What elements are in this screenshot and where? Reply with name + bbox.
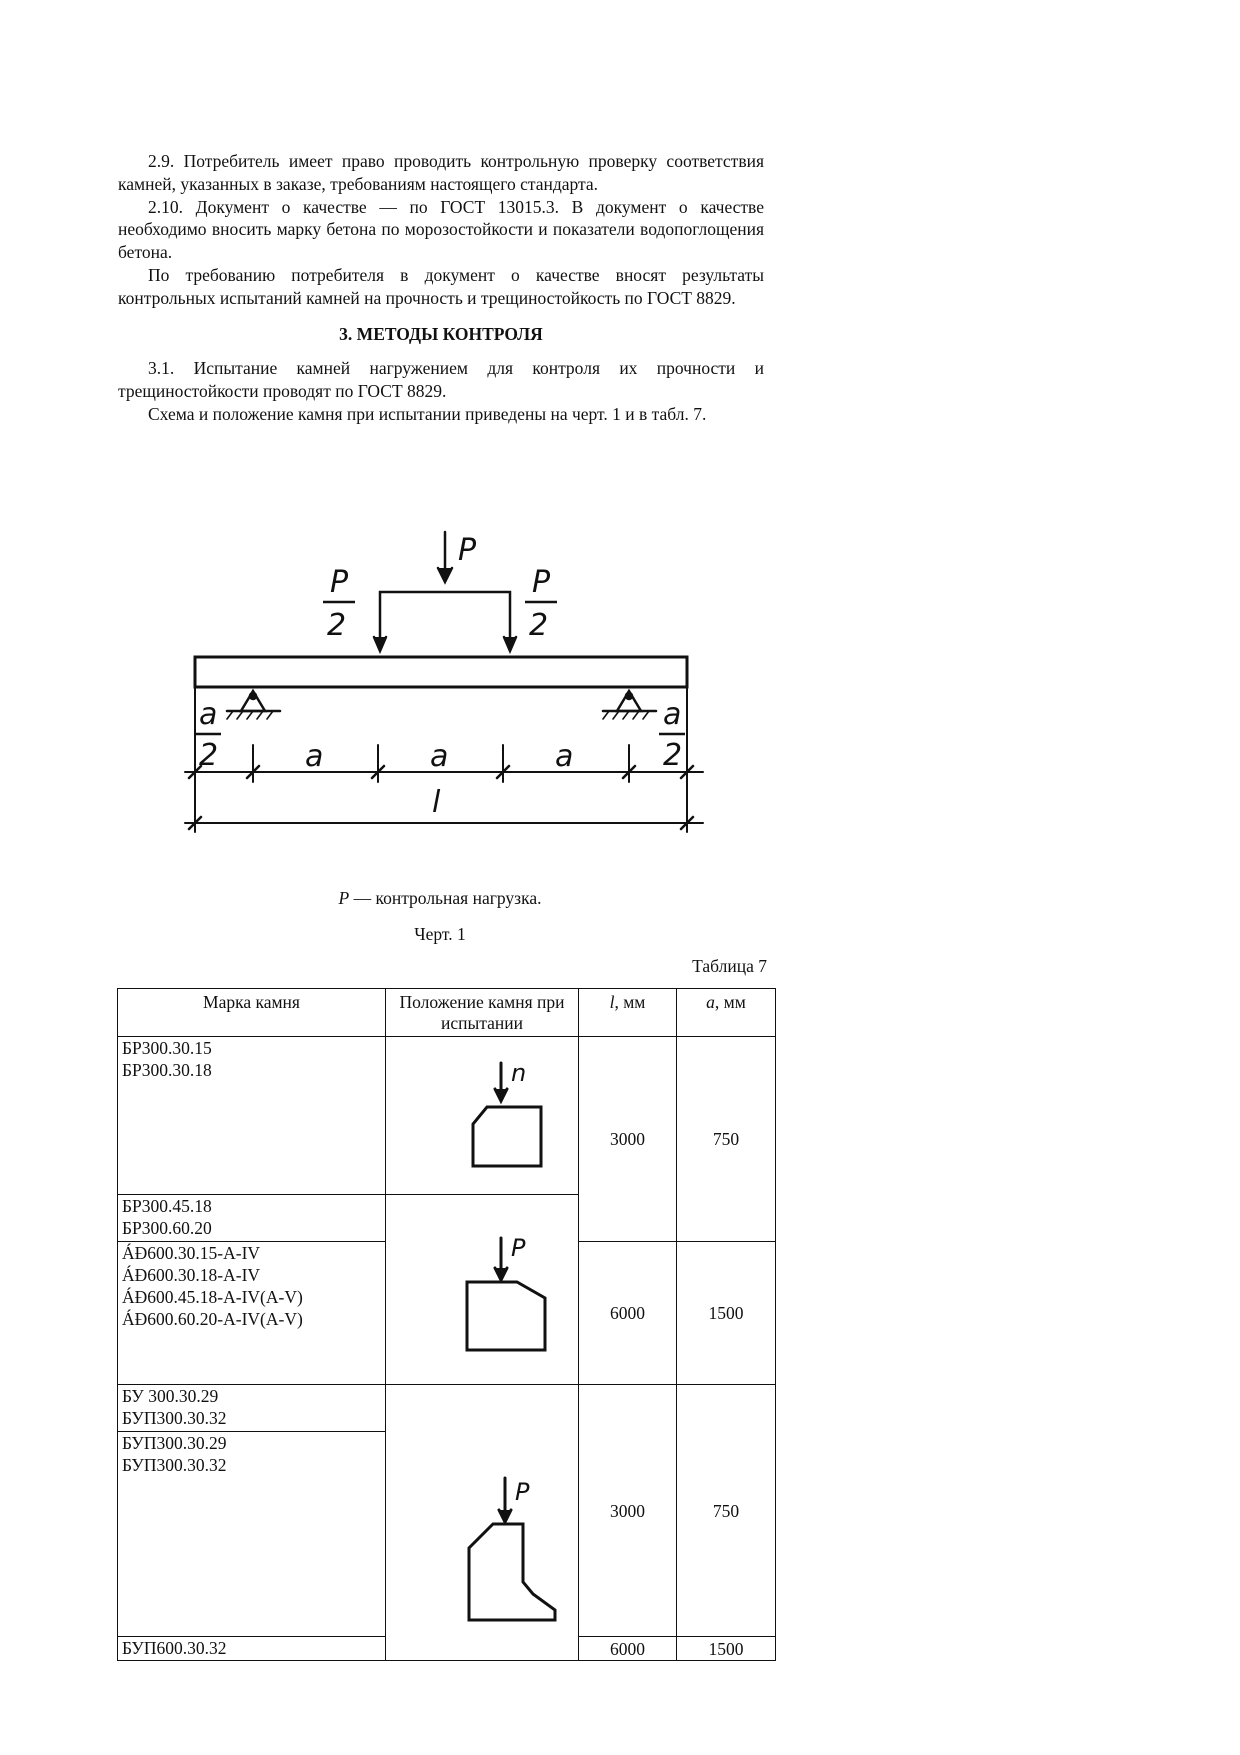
table-title: Таблица 7	[692, 956, 767, 976]
grade-cell: БУ 300.30.29 БУП300.30.32	[118, 1385, 386, 1432]
half-span-left-den: 2	[199, 738, 219, 773]
table-row	[118, 1037, 776, 1195]
span-part-label: a	[305, 739, 324, 774]
grade-cell: ÁĐ600.30.15-A-IV ÁĐ600.30.18-A-IV ÁĐ600.45.18-A-IV(A-V) ÁĐ600.60.20-A-IV(A-V)	[118, 1242, 386, 1385]
header-grade: Марка камня	[118, 989, 386, 1037]
load-label: P	[515, 1477, 530, 1506]
a-cell: 750	[677, 1037, 776, 1242]
grade-cell: БУП300.30.29 БУП300.30.32	[118, 1432, 386, 1637]
span-part-label: a	[555, 739, 574, 774]
half-load-right-num: P	[532, 565, 551, 600]
stone-section-shape	[407, 1041, 557, 1191]
load-label: n	[511, 1058, 527, 1087]
figure-title: Черт. 1	[414, 924, 466, 944]
figure-caption	[0, 888, 880, 909]
half-load-right-den: 2	[529, 608, 549, 643]
load-label: P	[458, 533, 477, 568]
length-label: l	[432, 785, 441, 820]
table-row	[118, 1385, 776, 1432]
load-label: P	[511, 1233, 526, 1262]
half-span-right-num: a	[663, 697, 682, 732]
l-cell: 6000	[579, 1242, 677, 1385]
l-cell: 3000	[579, 1037, 677, 1242]
a-cell: 1500	[677, 1242, 776, 1385]
grade-cell: БР300.45.18 БР300.60.20	[118, 1195, 386, 1242]
half-load-left-num: P	[330, 565, 349, 600]
half-span-right-den: 2	[663, 738, 683, 773]
paragraph: 2.9. Потребитель имеет право проводить контрольную проверку соответствия камней, указанных в заказе, требованиям настоящего стандарта.	[118, 151, 764, 194]
span-part-label: a	[430, 739, 449, 774]
header-a: a, мм	[677, 989, 776, 1037]
l-cell: 6000	[579, 1637, 677, 1661]
body-text	[118, 150, 764, 426]
paragraph: Схема и положение камня при испытании приведены на черт. 1 и в табл. 7.	[148, 403, 707, 424]
stone-section-shape	[407, 1408, 557, 1638]
test-scheme-table	[117, 988, 776, 1661]
table-header-row	[118, 989, 776, 1037]
caption-text: — контрольная нагрузка.	[349, 888, 542, 908]
header-position: Положение камня при испытании	[386, 989, 579, 1037]
paragraph: 3.1. Испытание камней нагружением для контроля их прочности и трещиностойкости проводят по ГОСТ 8829.	[118, 358, 764, 402]
grade-cell: БР300.30.15 БР300.30.18	[118, 1037, 386, 1195]
position-cell	[386, 1195, 579, 1385]
beam	[195, 657, 687, 687]
position-cell	[386, 1037, 579, 1195]
stone-section-shape	[407, 1210, 557, 1370]
right-support	[603, 691, 656, 719]
l-cell: 3000	[579, 1385, 677, 1637]
grade-cell: БУП600.30.32	[118, 1637, 386, 1661]
section-title: 3. МЕТОДЫ КОНТРОЛЯ	[339, 323, 543, 344]
half-span-left-num: a	[199, 697, 218, 732]
caption-symbol: P	[338, 888, 350, 908]
loading-scheme-diagram	[175, 520, 715, 850]
paragraph: По требованию потребителя в документ о качестве вносят результаты контрольных испытаний камней на прочность и трещиностойкость по ГОСТ 8829.	[118, 264, 764, 308]
load-spreader	[380, 592, 510, 646]
half-load-left-den: 2	[327, 608, 347, 643]
a-cell: 750	[677, 1385, 776, 1637]
left-support	[227, 691, 280, 719]
a-cell: 1500	[677, 1637, 776, 1661]
position-cell	[386, 1385, 579, 1661]
header-l: l, мм	[579, 989, 677, 1037]
paragraph: 2.10. Документ о качестве — по ГОСТ 13015.3. В документ о качестве необходимо вносить марку бетона по морозостойкости и показатели водопоглощения бетона.	[118, 196, 764, 263]
